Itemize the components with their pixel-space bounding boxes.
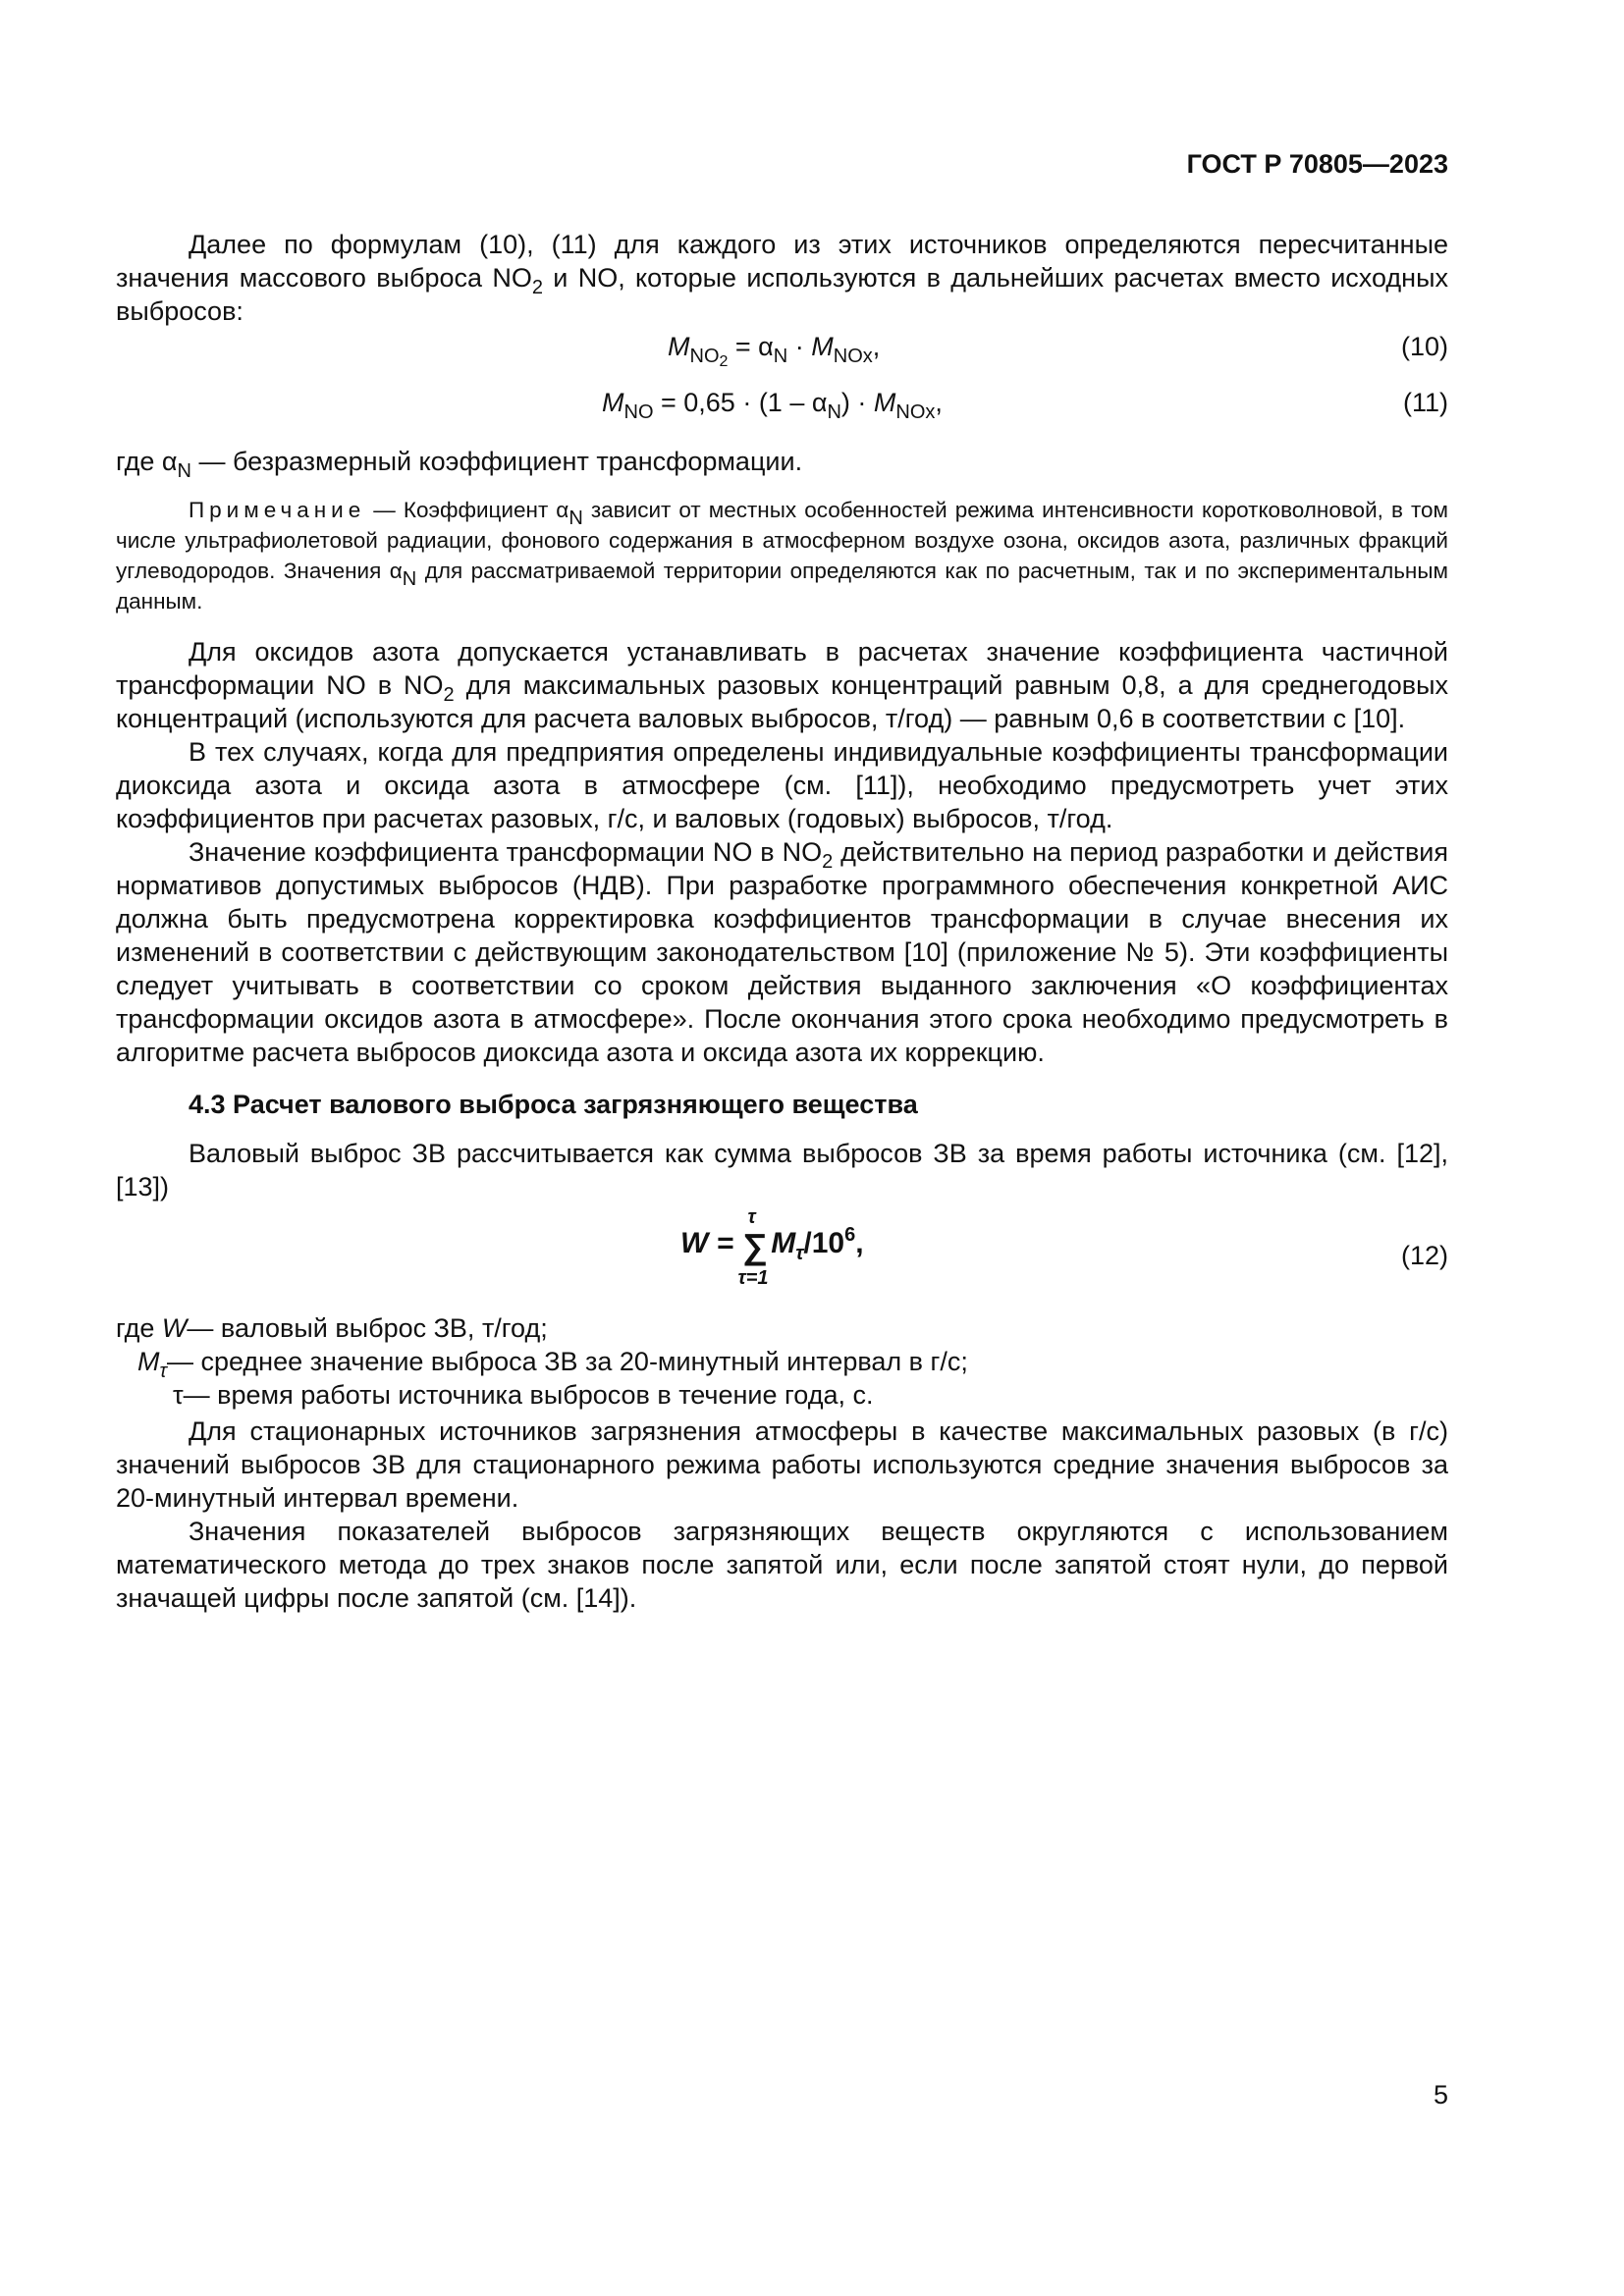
document-code-header: ГОСТ Р 70805—2023 bbox=[1186, 149, 1448, 179]
where-list bbox=[116, 1311, 1448, 1412]
paragraph-stationary-sources: Для стационарных источников загрязнения атмосферы в качестве максимальных разовых (в г/с) значений выбросов ЗВ для стационарного режима работы используются средние значения выбросов за 20-минутный интервал времени. bbox=[116, 1416, 1448, 1513]
note-block bbox=[116, 495, 1448, 616]
section-intro bbox=[116, 1137, 1448, 1203]
paragraph-individual-coefficients: В тех случаях, когда для предприятия определены индивидуальные коэффициенты трансформации диоксида азота и оксида азота в атмосфере (см. [11]), необходимо предусмотреть учет этих коэффициентов при расчетах разовых, г/с, и валовых (годовых) выбросов, т/год. bbox=[116, 737, 1448, 833]
formula-11-expression: $M_{NO} = 0,65 \cdot (1 - \alpha_N) \cdot M_{NOx}$, bbox=[602, 388, 943, 423]
page-number: 5 bbox=[1433, 2080, 1448, 2109]
where-m: $M_\tau—$ среднее значение выброса ЗВ за 20-минутный интервал в г/с; bbox=[137, 1347, 968, 1382]
formula-12-number: (12) bbox=[1400, 1241, 1448, 1270]
formula-11 bbox=[116, 388, 1448, 427]
section-4-3 bbox=[116, 1088, 1448, 1121]
paragraph-no-transformation: Для оксидов азота допускается устанавливать в расчетах значение коэффициента частичной трансформации NO в $NO_2$ для максимальных разовых концентраций равным 0,8, а для среднегодовых концентраций (используются для расчета валовых выбросов, т/год) — равным 0,6 в соответствии с [10]. bbox=[116, 637, 1448, 733]
where-tau: τ— время работы источника выбросов в течение года, с. bbox=[173, 1380, 874, 1410]
formula-12 bbox=[116, 1206, 1448, 1296]
note-label: Примечание bbox=[189, 498, 366, 522]
summation-symbol: ∑ τ τ=1 bbox=[737, 1206, 769, 1289]
where-w: где W— валовый выброс ЗВ, т/год; bbox=[116, 1313, 548, 1343]
section-paragraphs bbox=[116, 1415, 1448, 1615]
body-paragraphs bbox=[116, 635, 1448, 1069]
section-heading: 4.3 Расчет валового выброса загрязняющего вещества bbox=[189, 1090, 918, 1119]
where-alpha-text: где $\alpha_N$ — безразмерный коэффициент трансформации. bbox=[116, 447, 803, 482]
formula-12-expression: W = ∑ τ τ=1 $M_\tau/10^6$, bbox=[680, 1206, 864, 1289]
paragraph-rounding: Значения показателей выбросов загрязняющих веществ округляются с использованием математического метода до трех знаков после запятой или, если после запятой стоят нули, до первой значащей цифры после запятой (см. [14]). bbox=[116, 1517, 1448, 1613]
formula-10-number: (10) bbox=[1400, 332, 1448, 361]
paragraph-validity: Значение коэффициента трансформации NO в $NO_2$ действительно на период разработки и действия нормативов допустимых выбросов (НДВ). При разработке программного обеспечения конкретной АИС должна быть предусмотрена корректировка коэффициентов трансформации в случае внесения их изменений в соответствии с действующим законодательством [10] (приложение № 5). Эти коэффициенты следует учитывать в соответствии со сроком действия выданного заключения «О коэффициентах трансформации оксидов азота в атмосфере». После окончания этого срока необходимо предусмотреть в алгоритме расчета выбросов диоксида азота и оксида азота их коррекцию. bbox=[116, 837, 1448, 1067]
where-alpha bbox=[116, 445, 1448, 482]
formula-11-number: (11) bbox=[1402, 388, 1448, 417]
intro-paragraph-block bbox=[116, 228, 1448, 328]
formula-10-expression: $M_{NO_2} = \alpha_N \cdot M_{NOx}$, bbox=[668, 332, 881, 370]
formula-10 bbox=[116, 332, 1448, 371]
note-text: Примечание — Коэффициент $\alpha_N$ зависит от местных особенностей режима интенсивности коротковолновой, в том числе ультрафиолетовой радиации, фонового содержания в атмосферном воздухе озона, оксидов азота, различных фракций углеводородов. Значения $\alpha_N$ для рассматриваемой территории определяются как по расчетным, так и по экспериментальным данным. bbox=[116, 498, 1449, 614]
section-intro-paragraph: Валовый выброс ЗВ рассчитывается как сумма выбросов ЗВ за время работы источника (см. [12], [13]) bbox=[116, 1139, 1448, 1201]
intro-paragraph: Далее по формулам (10), (11) для каждого из этих источников определяются пересчитанные значения массового выброса $NO_2$ и NO, которые используются в дальнейших расчетах вместо исходных выбросов: bbox=[116, 230, 1449, 326]
